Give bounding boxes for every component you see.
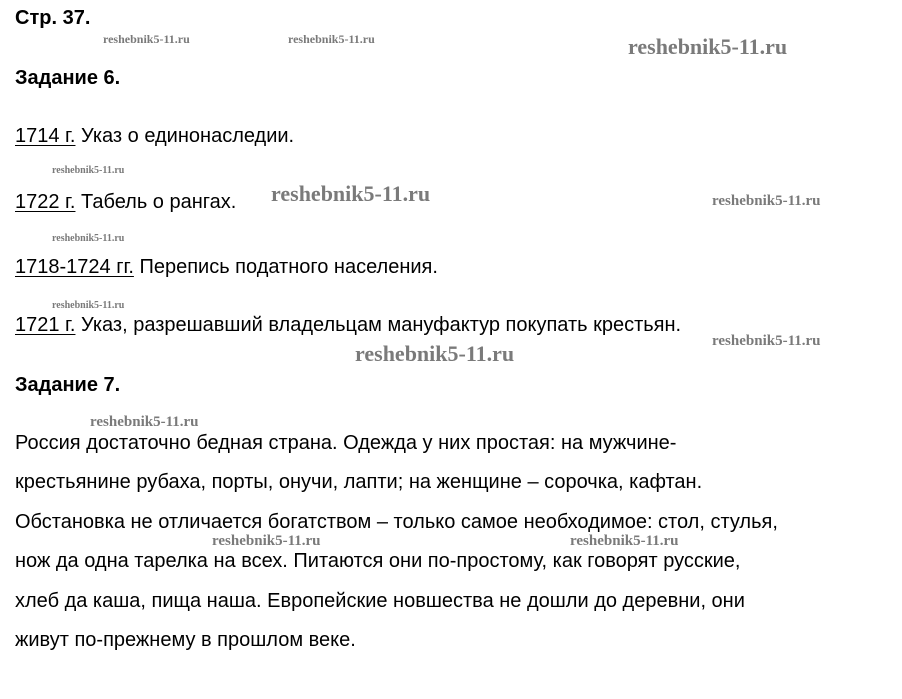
- entry-text: Указ, разрешавший владельцам мануфактур покупать крестьян.: [75, 314, 682, 336]
- watermark: reshebnik5-11.ru: [52, 300, 125, 311]
- watermark: reshebnik5-11.ru: [288, 32, 375, 46]
- watermark: reshebnik5-11.ru: [90, 414, 199, 430]
- task7-heading: Задание 7.: [15, 374, 121, 396]
- page-label: Стр. 37.: [15, 7, 91, 29]
- task7-line-4: нож да одна тарелка на всех. Питаются они по-простому, как говорят русские,: [15, 550, 741, 572]
- task7-line-2: крестьянине рубаха, порты, онучи, лапти; на женщине – сорочка, кафтан.: [15, 471, 703, 493]
- watermark: reshebnik5-11.ru: [271, 181, 431, 206]
- watermark: reshebnik5-11.ru: [52, 165, 125, 176]
- task6-heading: Задание 6.: [15, 67, 121, 89]
- watermark: reshebnik5-11.ru: [570, 533, 679, 549]
- task7-line-5: хлеб да каша, пища наша. Европейские новшества не дошли до деревни, они: [15, 590, 745, 612]
- task6-entry-3: [15, 255, 438, 279]
- entry-date: 1721 г.: [15, 314, 76, 336]
- entry-text: Перепись податного населения.: [133, 256, 438, 278]
- watermark: reshebnik5-11.ru: [712, 333, 821, 349]
- entry-date: 1714 г.: [15, 125, 76, 147]
- watermark: reshebnik5-11.ru: [52, 233, 125, 244]
- watermark: reshebnik5-11.ru: [103, 32, 190, 46]
- entry-date: 1718-1724 гг.: [15, 256, 134, 278]
- task6-entry-1: [15, 124, 294, 148]
- task7-line-1: Россия достаточно бедная страна. Одежда у них простая: на мужчине-: [15, 432, 677, 454]
- entry-text: Указ о единонаследии.: [75, 125, 295, 147]
- watermark: reshebnik5-11.ru: [628, 34, 788, 59]
- watermark: reshebnik5-11.ru: [712, 193, 821, 209]
- watermark: reshebnik5-11.ru: [355, 341, 515, 366]
- task6-entry-2: [15, 190, 236, 214]
- task7-line-6: живут по-прежнему в прошлом веке.: [15, 629, 356, 651]
- entry-text: Табель о рангах.: [75, 191, 237, 213]
- task7-line-3: Обстановка не отличается богатством – только самое необходимое: стол, стулья,: [15, 511, 778, 533]
- watermark: reshebnik5-11.ru: [212, 533, 321, 549]
- entry-date: 1722 г.: [15, 191, 76, 213]
- task6-entry-4: [15, 313, 681, 337]
